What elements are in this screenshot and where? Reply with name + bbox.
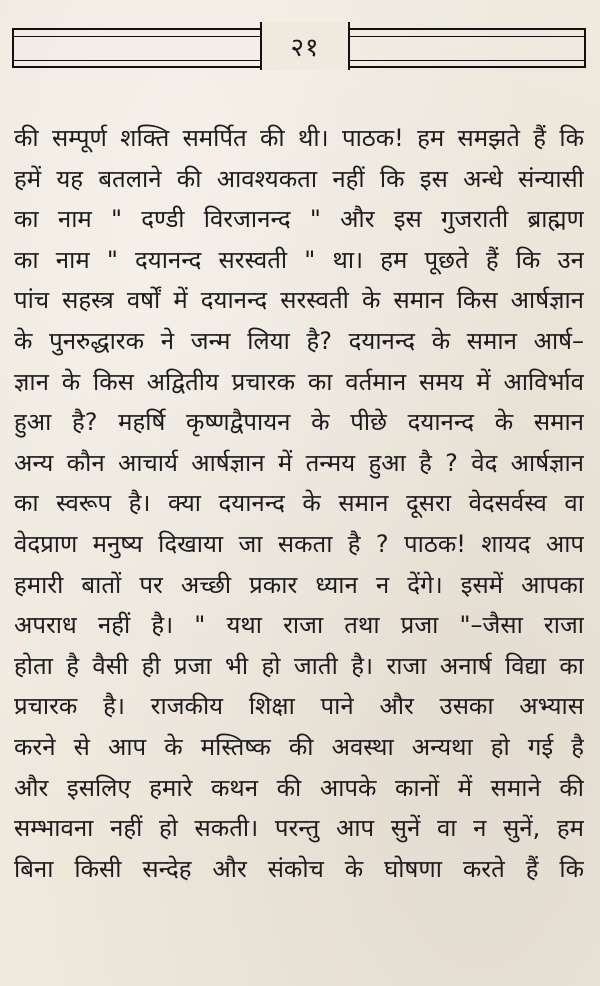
text-line: होता है वैसी ही प्रजा भी हो जाती है। राजा अनार्ष विद्या का: [14, 651, 584, 680]
text-line: करने से आप के मस्तिष्क की अवस्था अन्यथा हो गई है: [14, 732, 584, 761]
text-line: अन्य कौन आचार्य आर्षज्ञान में तन्मय हुआ है ? वेद आर्षज्ञान: [14, 448, 584, 477]
text-line: हुआ है? महर्षि कृष्णद्वैपायन के पीछे दयानन्द के समान: [14, 408, 584, 437]
text-line: ज्ञान के किस अद्वितीय प्रचारक का वर्तमान समय में आविर्भाव: [14, 367, 584, 396]
text-line: का स्वरूप है। क्या दयानन्द के समान दूसरा वेदसर्वस्व वा: [14, 489, 584, 518]
text-line: सम्भावना नहीं हो सकती। परन्तु आप सुनें वा न सुनें, हम: [14, 814, 584, 843]
text-line: की सम्पूर्ण शक्ति समर्पित की थी। पाठक! हम समझते हैं कि: [14, 124, 584, 152]
text-line: पांच सहस्त्र वर्षों में दयानन्द सरस्वती के समान किस आर्षज्ञान: [14, 286, 584, 315]
header-right-edge: [584, 28, 586, 68]
text-line: वेदप्राण मनुष्य दिखाया जा सकता है ? पाठक! शायद आप: [14, 529, 584, 558]
body-text: [14, 118, 584, 889]
text-line: का नाम " दण्डी विरजानन्द " और इस गुजराती ब्राह्मण: [14, 205, 584, 234]
text-line: का नाम " दयानन्द सरस्वती " था। हम पूछते हैं कि उन: [14, 245, 584, 274]
text-line: बिना किसी सन्देह और संकोच के घोषणा करते हैं कि: [14, 854, 584, 883]
text-line: हमारी बातों पर अच्छी प्रकार ध्यान न देंगे। इसमें आपका: [14, 570, 584, 599]
text-line: हमें यह बतलाने की आवश्यकता नहीं कि इस अन्धे संन्यासी: [14, 164, 584, 193]
text-line: अपराध नहीं है। " यथा राजा तथा प्रजा "–जैसा राजा: [14, 611, 584, 640]
text-line: के पुनरुद्धारक ने जन्म लिया है? दयानन्द के समान आर्ष–: [14, 326, 584, 355]
text-line: और इसलिए हमारे कथन की आपके कानों में समाने की: [14, 773, 584, 802]
page-number: २१: [260, 22, 350, 70]
text-line: प्रचारक है। राजकीय शिक्षा पाने और उसका अभ्यास: [14, 692, 584, 721]
page-header-band: [12, 26, 586, 68]
header-left-edge: [12, 28, 14, 68]
